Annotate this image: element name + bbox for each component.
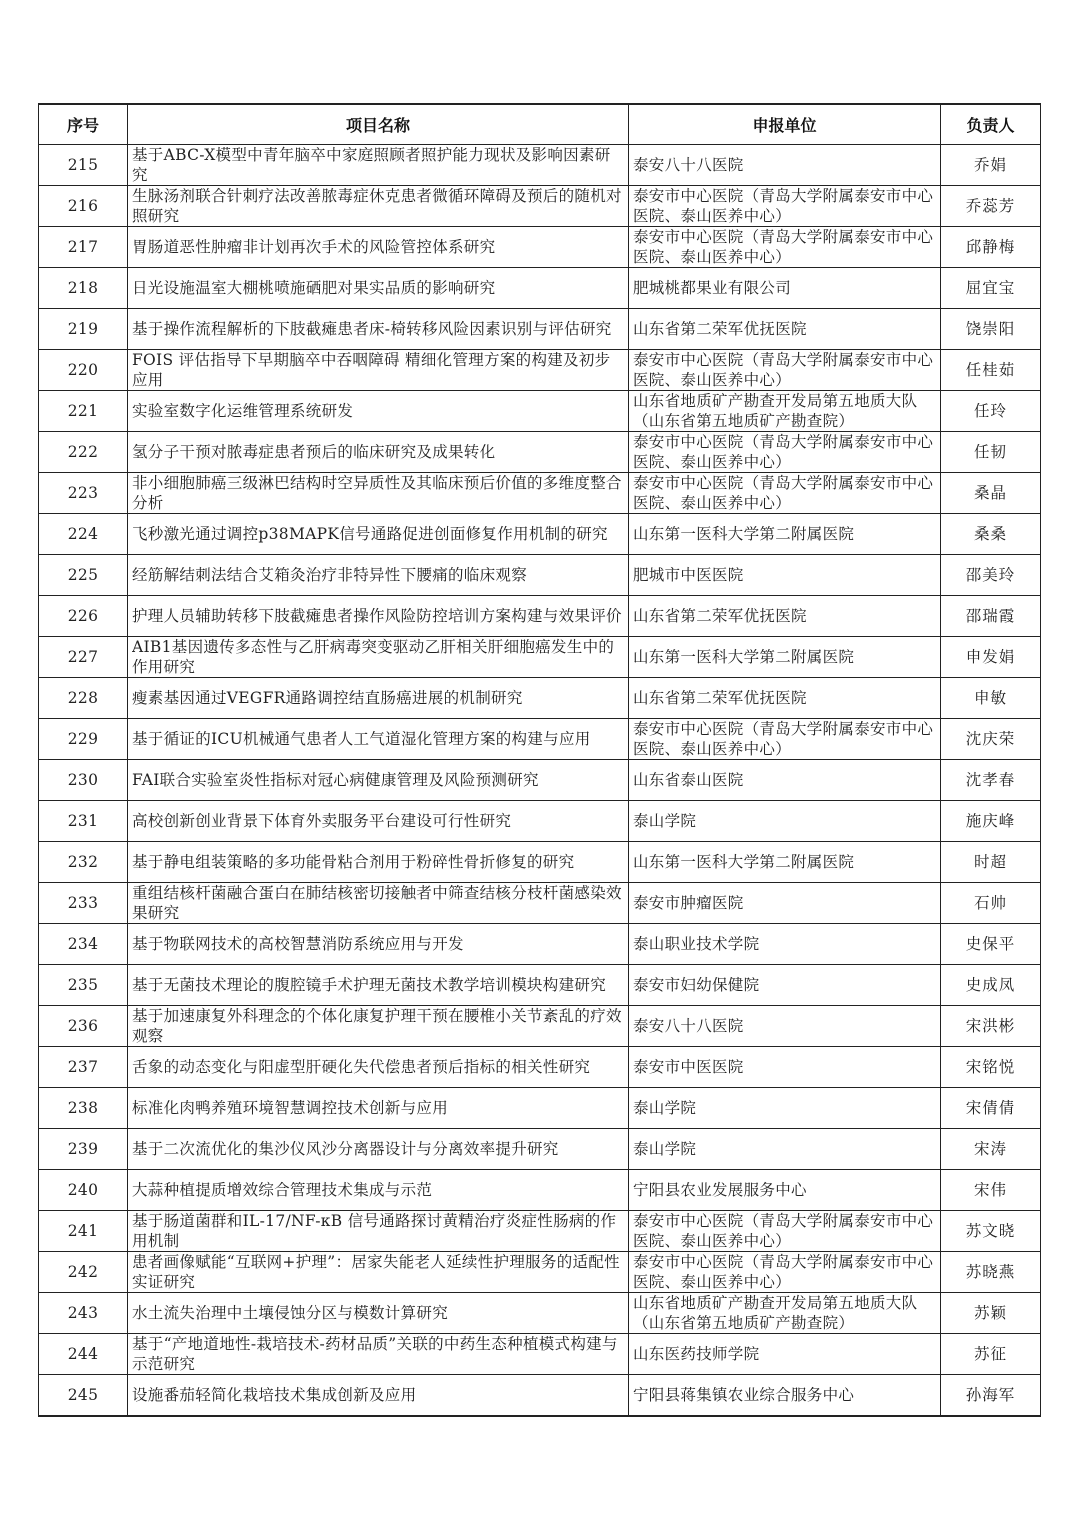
project-name: 非小细胞肺癌三级淋巴结构时空异质性及其临床预后价值的多维度整合分析 [132,474,622,512]
project-name-cell [128,965,629,1006]
project-leader-cell [941,1293,1041,1334]
applicant-unit-cell [629,186,941,227]
row-number: 221 [67,402,99,420]
project-leader-cell [941,514,1041,555]
table-row [39,473,1041,514]
project-name: 大蒜种植提质增效综合管理技术集成与示范 [132,1181,433,1199]
row-number: 239 [67,1140,99,1158]
project-leader-cell [941,473,1041,514]
table-row [39,1252,1041,1293]
project-leader: 孙海军 [965,1386,1016,1404]
table-row [39,678,1041,719]
table-row [39,1170,1041,1211]
project-leader: 邵瑞霞 [965,607,1016,625]
table-row [39,801,1041,842]
project-name: 实验室数字化运维管理系统研发 [132,402,354,420]
applicant-unit-cell [629,842,941,883]
project-name-cell [128,924,629,965]
project-name: 基于循证的ICU机械通气患者人工气道湿化管理方案的构建与应用 [132,730,591,748]
applicant-unit: 山东省泰山医院 [633,771,744,789]
project-name: 胃肠道恶性肿瘤非计划再次手术的风险管控体系研究 [132,238,496,256]
applicant-unit: 泰山职业技术学院 [633,935,760,953]
project-name-cell [128,1129,629,1170]
applicant-unit: 泰安市肿瘤医院 [633,894,744,912]
row-number: 234 [67,935,99,953]
row-number-cell [39,801,128,842]
table-row [39,1129,1041,1170]
row-number: 228 [67,689,99,707]
applicant-unit: 泰山学院 [633,812,697,830]
row-number-cell [39,719,128,760]
project-name-cell [128,596,629,637]
applicant-unit: 山东第一医科大学第二附属医院 [633,853,855,871]
table-row [39,596,1041,637]
project-leader: 宋洪彬 [965,1017,1016,1035]
row-number: 233 [67,894,99,912]
applicant-unit-cell [629,145,941,186]
project-leader-cell [941,637,1041,678]
row-number-cell [39,268,128,309]
row-number: 231 [67,812,99,830]
applicant-unit: 肥城桃都果业有限公司 [633,279,792,297]
row-number: 245 [67,1386,99,1404]
project-leader: 乔娟 [973,156,1007,174]
project-name-cell [128,145,629,186]
row-number: 220 [67,361,99,379]
project-name: 舌象的动态变化与阳虚型肝硬化失代偿患者预后指标的相关性研究 [132,1058,591,1076]
project-name-cell [128,473,629,514]
project-name: 瘦素基因通过VEGFR通路调控结直肠癌进展的机制研究 [132,689,523,707]
table-row [39,1006,1041,1047]
applicant-unit: 泰安八十八医院 [633,156,744,174]
project-name: FOIS 评估指导下早期脑卒中吞咽障碍 精细化管理方案的构建及初步应用 [132,351,611,389]
project-leader: 施庆峰 [965,812,1016,830]
applicant-unit: 山东省第二荣军优抚医院 [633,689,807,707]
project-leader: 史成凤 [965,976,1016,994]
project-leader-cell [941,760,1041,801]
row-number: 229 [67,730,99,748]
project-name-cell [128,760,629,801]
applicant-unit-cell [629,678,941,719]
project-leader-cell [941,1375,1041,1417]
table-header [39,104,1041,145]
applicant-unit: 泰安市中心医院（青岛大学附属泰安市中心医院、泰山医养中心） [633,1253,934,1291]
row-number-cell [39,678,128,719]
project-leader: 屈宜宝 [965,279,1016,297]
applicant-unit: 山东省地质矿产勘查开发局第五地质大队（山东省第五地质矿产勘查院） [633,392,918,430]
project-name-cell [128,268,629,309]
table-row [39,555,1041,596]
row-number: 223 [67,484,99,502]
applicant-unit-cell [629,1375,941,1417]
project-name-cell [128,309,629,350]
project-leader: 任玲 [973,402,1007,420]
project-leader: 宋铭悦 [965,1058,1016,1076]
table-row [39,1293,1041,1334]
project-name-cell [128,350,629,391]
project-leader: 桑桑 [973,525,1007,543]
row-number: 236 [67,1017,99,1035]
applicant-unit-cell [629,1293,941,1334]
project-leader-cell [941,801,1041,842]
row-number: 241 [67,1222,99,1240]
project-name: 基于静电组装策略的多功能骨粘合剂用于粉碎性骨折修复的研究 [132,853,575,871]
table-row [39,883,1041,924]
applicant-unit-cell [629,637,941,678]
project-name: 护理人员辅助转移下肢截瘫患者操作风险防控培训方案构建与效果评价 [132,607,622,625]
row-number-cell [39,596,128,637]
project-name: 基于物联网技术的高校智慧消防系统应用与开发 [132,935,464,953]
project-name-cell [128,186,629,227]
table-row [39,1047,1041,1088]
project-name-cell [128,883,629,924]
project-leader-cell [941,1006,1041,1047]
applicant-unit-cell [629,227,941,268]
project-leader-cell [941,309,1041,350]
row-number-cell [39,514,128,555]
project-leader: 苏文晓 [965,1222,1016,1240]
table-row [39,719,1041,760]
project-name-cell [128,1170,629,1211]
project-leader: 申发娟 [965,648,1016,666]
table-row [39,924,1041,965]
project-name: 氢分子干预对脓毒症患者预后的临床研究及成果转化 [132,443,496,461]
project-name: 水土流失治理中土壤侵蚀分区与模数计算研究 [132,1304,449,1322]
project-name: 基于ABC-X模型中青年脑卒中家庭照顾者照护能力现状及影响因素研究 [132,146,611,184]
project-name: 基于加速康复外科理念的个体化康复护理干预在腰椎小关节紊乱的疗效观察 [132,1007,622,1045]
row-number-cell [39,842,128,883]
applicant-unit-cell [629,350,941,391]
row-number-cell [39,924,128,965]
row-number-cell [39,391,128,432]
project-name: 患者画像赋能“互联网+护理”：居家失能老人延续性护理服务的适配性实证研究 [132,1253,620,1291]
project-leader: 苏颖 [973,1304,1007,1322]
applicant-unit: 山东医药技师学院 [633,1345,760,1363]
applicant-unit-cell [629,1211,941,1252]
project-name-cell [128,842,629,883]
applicant-unit: 泰安八十八医院 [633,1017,744,1035]
project-leader-cell [941,555,1041,596]
project-name: 基于肠道菌群和IL-17/NF-κB 信号通路探讨黄精治疗炎症性肠病的作用机制 [132,1212,617,1250]
project-leader: 乔蕊芳 [965,197,1016,215]
table-row [39,760,1041,801]
table-row [39,1211,1041,1252]
applicant-unit: 肥城市中医医院 [633,566,744,584]
row-number-cell [39,473,128,514]
row-number: 238 [67,1099,99,1117]
table-row [39,637,1041,678]
project-leader: 史保平 [965,935,1016,953]
row-number: 244 [67,1345,99,1363]
project-name-cell [128,1211,629,1252]
project-name-cell [128,1047,629,1088]
applicant-unit: 泰安市中心医院（青岛大学附属泰安市中心医院、泰山医养中心） [633,474,934,512]
project-name: 重组结核杆菌融合蛋白在肺结核密切接触者中筛查结核分枝杆菌感染效果研究 [132,884,622,922]
project-leader: 时超 [973,853,1007,871]
project-leader: 任韧 [973,443,1007,461]
project-leader-cell [941,1170,1041,1211]
project-name-cell [128,1293,629,1334]
project-leader-cell [941,1252,1041,1293]
row-number: 226 [67,607,99,625]
row-number: 243 [67,1304,99,1322]
table-row [39,1375,1041,1417]
applicant-unit: 山东第一医科大学第二附属医院 [633,525,855,543]
header-lead: 负责人 [941,104,1041,145]
project-name: 设施番茄轻简化栽培技术集成创新及应用 [132,1386,417,1404]
applicant-unit-cell [629,1088,941,1129]
project-name-cell [128,1334,629,1375]
applicant-unit: 泰安市中心医院（青岛大学附属泰安市中心医院、泰山医养中心） [633,228,934,266]
applicant-unit: 山东第一医科大学第二附属医院 [633,648,855,666]
applicant-unit-cell [629,801,941,842]
row-number-cell [39,1293,128,1334]
project-leader: 沈孝春 [965,771,1016,789]
applicant-unit: 泰山学院 [633,1140,697,1158]
row-number: 237 [67,1058,99,1076]
row-number: 235 [67,976,99,994]
header-unit: 申报单位 [629,104,941,145]
row-number-cell [39,1334,128,1375]
applicant-unit-cell [629,965,941,1006]
applicant-unit-cell [629,391,941,432]
applicant-unit: 泰安市中心医院（青岛大学附属泰安市中心医院、泰山医养中心） [633,187,934,225]
row-number: 232 [67,853,99,871]
row-number: 224 [67,525,99,543]
applicant-unit: 泰安市中医医院 [633,1058,744,1076]
row-number-cell [39,350,128,391]
row-number: 216 [67,197,99,215]
applicant-unit-cell [629,309,941,350]
project-name-cell [128,1252,629,1293]
table-row [39,1088,1041,1129]
project-leader-cell [941,678,1041,719]
project-leader-cell [941,842,1041,883]
project-leader: 苏晓燕 [965,1263,1016,1281]
project-name: AIB1基因遗传多态性与乙肝病毒突变驱动乙肝相关肝细胞癌发生中的作用研究 [132,638,615,676]
project-leader-cell [941,1334,1041,1375]
project-leader-cell [941,227,1041,268]
table-row [39,432,1041,473]
project-name: 基于无菌技术理论的腹腔镜手术护理无菌技术教学培训模块构建研究 [132,976,607,994]
project-name-cell [128,1006,629,1047]
project-leader-cell [941,965,1041,1006]
table-row [39,514,1041,555]
table-row [39,186,1041,227]
project-leader-cell [941,596,1041,637]
applicant-unit: 宁阳县农业发展服务中心 [633,1181,807,1199]
row-number-cell [39,760,128,801]
applicant-unit: 泰山学院 [633,1099,697,1117]
applicant-unit-cell [629,883,941,924]
applicant-unit: 山东省第二荣军优抚医院 [633,320,807,338]
project-leader-cell [941,145,1041,186]
applicant-unit: 山东省地质矿产勘查开发局第五地质大队（山东省第五地质矿产勘查院） [633,1294,918,1332]
table-body [39,145,1041,1417]
table-row [39,268,1041,309]
project-leader-cell [941,432,1041,473]
row-number-cell [39,186,128,227]
applicant-unit-cell [629,1170,941,1211]
project-leader: 苏征 [973,1345,1007,1363]
project-leader-cell [941,924,1041,965]
applicant-unit: 宁阳县蒋集镇农业综合服务中心 [633,1386,855,1404]
row-number-cell [39,1047,128,1088]
project-name: 生脉汤剂联合针刺疗法改善脓毒症休克患者微循环障碍及预后的随机对照研究 [132,187,622,225]
row-number-cell [39,1170,128,1211]
row-number-cell [39,883,128,924]
row-number: 242 [67,1263,99,1281]
project-name: FAI联合实验室炎性指标对冠心病健康管理及风险预测研究 [132,771,539,789]
project-leader-cell [941,1211,1041,1252]
table-row [39,350,1041,391]
project-leader-cell [941,268,1041,309]
applicant-unit-cell [629,760,941,801]
table-row [39,965,1041,1006]
project-leader: 申敏 [973,689,1007,707]
project-leader: 任桂茹 [965,361,1016,379]
project-leader-cell [941,350,1041,391]
project-leader: 邵美玲 [965,566,1016,584]
row-number-cell [39,1252,128,1293]
row-number-cell [39,1375,128,1417]
project-leader: 沈庆荣 [965,730,1016,748]
project-name-cell [128,1375,629,1417]
table-row [39,842,1041,883]
row-number-cell [39,555,128,596]
project-leader: 宋伟 [973,1181,1007,1199]
project-name: 日光设施温室大棚桃喷施硒肥对果实品质的影响研究 [132,279,496,297]
table-row [39,145,1041,186]
project-name-cell [128,637,629,678]
table-row [39,391,1041,432]
table-row [39,227,1041,268]
applicant-unit-cell [629,1252,941,1293]
row-number-cell [39,965,128,1006]
project-name-cell [128,719,629,760]
project-leader: 桑晶 [973,484,1007,502]
project-name: 高校创新创业背景下体育外卖服务平台建设可行性研究 [132,812,512,830]
applicant-unit-cell [629,432,941,473]
row-number: 218 [67,279,99,297]
project-name: 基于操作流程解析的下肢截瘫患者床-椅转移风险因素识别与评估研究 [132,320,612,338]
project-name-cell [128,514,629,555]
applicant-unit-cell [629,596,941,637]
applicant-unit: 山东省第二荣军优抚医院 [633,607,807,625]
project-name: 飞秒激光通过调控p38MAPK信号通路促进创面修复作用机制的研究 [132,525,608,543]
project-leader-cell [941,1129,1041,1170]
project-list-sheet [38,103,1040,1417]
row-number-cell [39,637,128,678]
row-number-cell [39,309,128,350]
project-name-cell [128,555,629,596]
project-leader: 宋倩倩 [965,1099,1016,1117]
applicant-unit-cell [629,924,941,965]
table-row [39,309,1041,350]
row-number-cell [39,145,128,186]
project-table [38,103,1041,1417]
row-number-cell [39,432,128,473]
applicant-unit-cell [629,555,941,596]
table-row [39,1334,1041,1375]
project-name-cell [128,1088,629,1129]
applicant-unit: 泰安市中心医院（青岛大学附属泰安市中心医院、泰山医养中心） [633,351,934,389]
row-number: 230 [67,771,99,789]
project-name: 基于“产地道地性-栽培技术-药材品质”关联的中药生态种植模式构建与示范研究 [132,1335,618,1373]
applicant-unit: 泰安市妇幼保健院 [633,976,760,994]
applicant-unit-cell [629,473,941,514]
applicant-unit-cell [629,1129,941,1170]
row-number-cell [39,1006,128,1047]
project-leader-cell [941,719,1041,760]
row-number: 215 [67,156,99,174]
project-name-cell [128,801,629,842]
project-leader: 邱静梅 [965,238,1016,256]
applicant-unit: 泰安市中心医院（青岛大学附属泰安市中心医院、泰山医养中心） [633,433,934,471]
project-leader: 宋涛 [973,1140,1007,1158]
project-name-cell [128,391,629,432]
project-leader-cell [941,186,1041,227]
applicant-unit-cell [629,719,941,760]
row-number-cell [39,1129,128,1170]
applicant-unit: 泰安市中心医院（青岛大学附属泰安市中心医院、泰山医养中心） [633,1212,934,1250]
project-name-cell [128,678,629,719]
row-number: 227 [67,648,99,666]
applicant-unit-cell [629,268,941,309]
row-number-cell [39,1211,128,1252]
row-number: 240 [67,1181,99,1199]
project-leader-cell [941,391,1041,432]
row-number-cell [39,1088,128,1129]
row-number: 225 [67,566,99,584]
project-leader: 石帅 [973,894,1007,912]
project-leader: 饶崇阳 [965,320,1016,338]
header-no: 序号 [39,104,128,145]
row-number: 219 [67,320,99,338]
project-leader-cell [941,1088,1041,1129]
project-name: 标准化肉鸭养殖环境智慧调控技术创新与应用 [132,1099,449,1117]
project-leader-cell [941,883,1041,924]
applicant-unit-cell [629,514,941,555]
row-number: 217 [67,238,99,256]
project-name-cell [128,432,629,473]
applicant-unit-cell [629,1047,941,1088]
project-name: 基于二次流优化的集沙仪风沙分离器设计与分离效率提升研究 [132,1140,559,1158]
project-name-cell [128,227,629,268]
header-name: 项目名称 [128,104,629,145]
project-name: 经筋解结刺法结合艾箱灸治疗非特异性下腰痛的临床观察 [132,566,528,584]
project-leader-cell [941,1047,1041,1088]
row-number: 222 [67,443,99,461]
applicant-unit-cell [629,1006,941,1047]
row-number-cell [39,227,128,268]
applicant-unit: 泰安市中心医院（青岛大学附属泰安市中心医院、泰山医养中心） [633,720,934,758]
applicant-unit-cell [629,1334,941,1375]
